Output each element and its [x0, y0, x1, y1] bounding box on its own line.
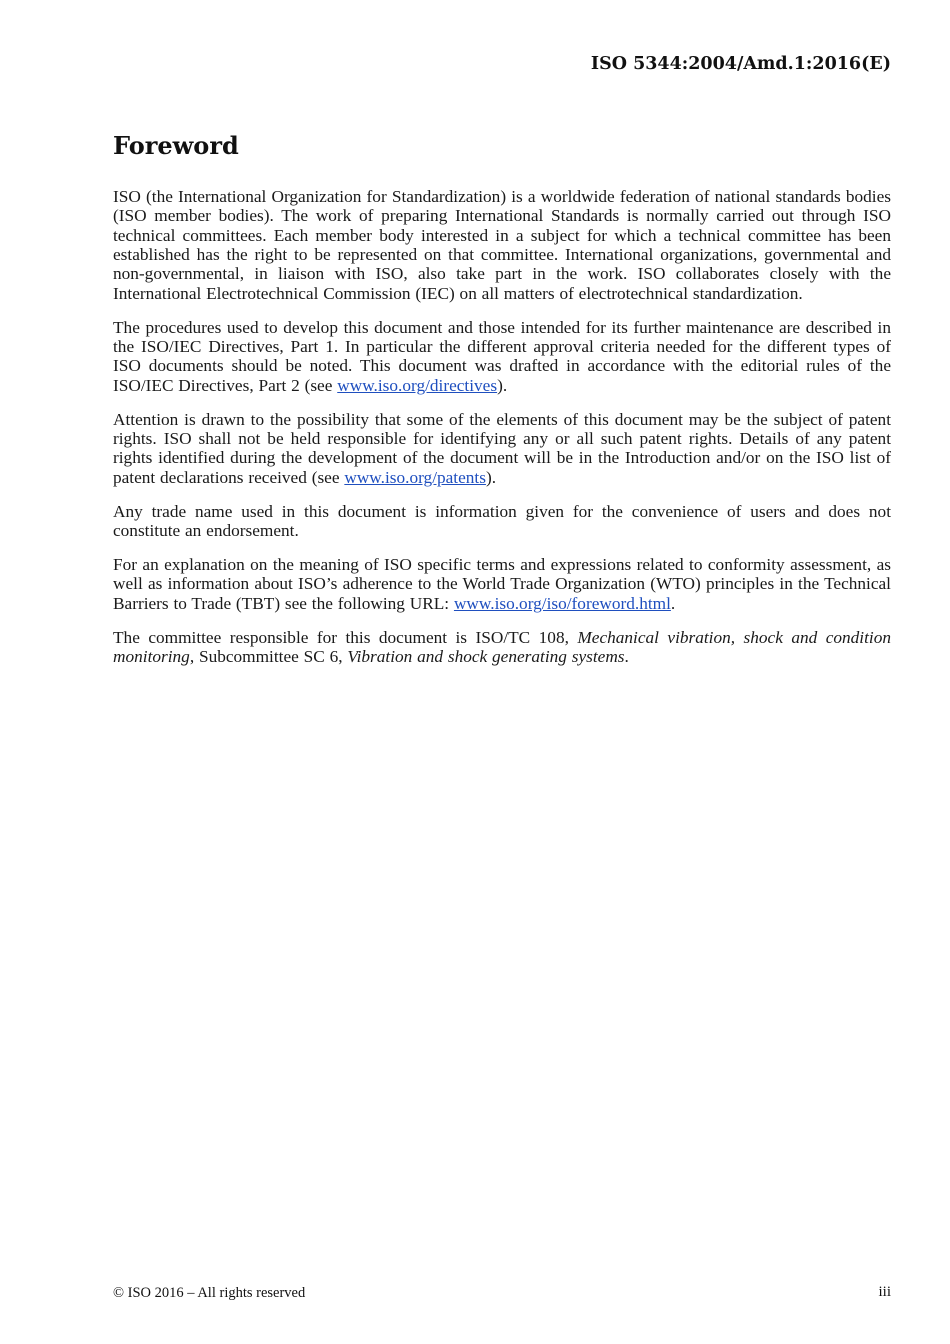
paragraph-text: , Subcommittee SC 6, — [189, 646, 348, 666]
paragraph-text: ). — [485, 467, 497, 487]
paragraph-text: The committee responsible for this document is ISO/TC 108, — [113, 627, 578, 647]
paragraph-procedures — [113, 318, 891, 395]
foreword-link[interactable]: www.iso.org/iso/foreword.html — [453, 593, 671, 613]
subcommittee-title: Vibration and shock generating systems — [347, 646, 625, 666]
paragraph-text: . — [624, 646, 629, 666]
committee-title: Mechanical vibration, shock and condition monitoring — [113, 627, 891, 666]
paragraph-text: For an explanation on the meaning of ISO specific terms and expressions related to conformity assessment, as well as information about ISO’s adherence to the World Trade Organization (WTO) principles in the Technical Barriers to Trade (TBT) see the following URL: — [113, 554, 891, 613]
page-number: iii — [878, 1284, 891, 1300]
paragraph-trade-name: Any trade name used in this document is information given for the convenience of users and does not constitute an endorsement. — [113, 501, 891, 540]
paragraph-patents — [113, 410, 891, 487]
copyright-notice: © ISO 2016 – All rights reserved — [113, 1285, 306, 1301]
paragraph-committee — [113, 628, 891, 667]
paragraph-text: Attention is drawn to the possibility that some of the elements of this document may be the subject of patent rights. ISO shall not be held responsible for identifying any or all such patent rights. Details of any patent rights identified during the development of the document will be in the Introduction and/or on the ISO list of patent declarations received (see — [113, 409, 891, 487]
page-title: Foreword — [113, 131, 239, 160]
directives-link[interactable]: www.iso.org/directives — [337, 375, 498, 395]
paragraph-text: The procedures used to develop this document and those intended for its further maintenance are described in the ISO/IEC Directives, Part 1. In particular the different approval criteria needed for the different types of ISO documents should be noted. This document was drafted in accordance with the editorial rules of the ISO/IEC Directives, Part 2 (see — [113, 317, 891, 395]
paragraph-iso-intro: ISO (the International Organization for Standardization) is a worldwide federation of national standards bodies (ISO member bodies). The work of preparing International Standards is normally carried out through ISO technical committees. Each member body interested in a subject for which a technical committee has been established has the right to be represented on that committee. International organizations, governmental and non-governmental, in liaison with ISO, also take part in the work. ISO collaborates closely with the International Electrotechnical Commission (IEC) on all matters of electrotechnical standardization. — [113, 187, 891, 303]
paragraph-conformity — [113, 555, 891, 613]
paragraph-text: ). — [497, 375, 508, 395]
document-id: ISO 5344:2004/Amd.1:2016(E) — [590, 54, 891, 74]
paragraph-text: . — [670, 593, 676, 613]
patents-link[interactable]: www.iso.org/patents — [344, 467, 486, 487]
foreword-body — [113, 187, 891, 681]
